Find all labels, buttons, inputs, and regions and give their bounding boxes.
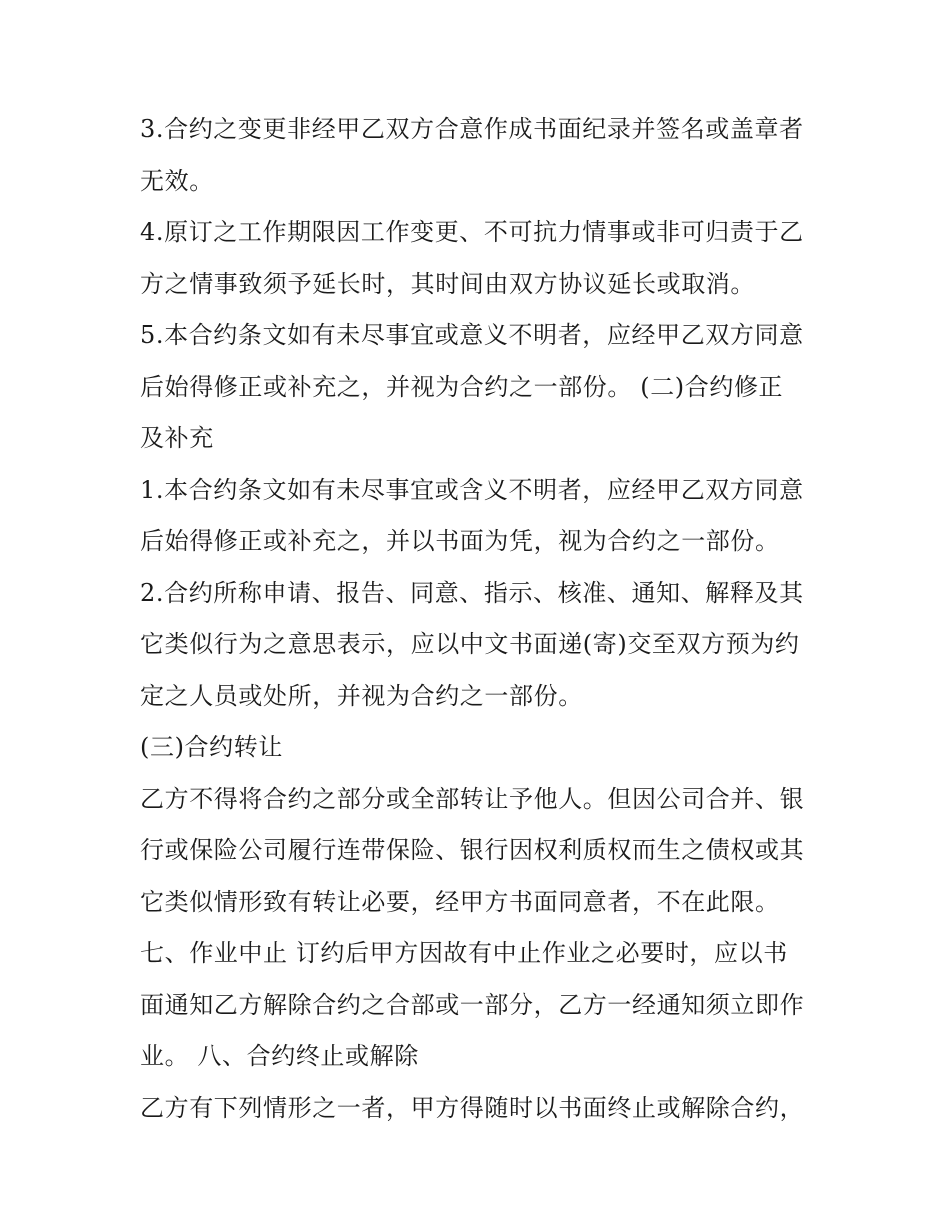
text-line: 它类似行为之意思表示，应以中文书面递(寄)交至双方预为约 [140, 630, 800, 658]
text-line: 七、作业中止 订约后甲方因故有中止作业之必要时，应以书 [140, 939, 788, 967]
text-line: 乙方有下列情形之一者，甲方得随时以书面终止或解除合约， [140, 1093, 805, 1122]
text-line: 1.本合约条文如有未尽事宜或含义不明者，应经甲乙双方同意 [140, 475, 804, 504]
text-line: 及补充 [140, 424, 214, 452]
text-line: 后始得修正或补充之，并视为合约之一部份。 (二)合约修正 [140, 372, 784, 401]
text-line: 定之人员或处所，并视为合约之一部份。 [140, 681, 583, 710]
text-line: 乙方不得将合约之部分或全部转让予他人。但因公司合并、银 [140, 784, 805, 813]
text-line: (三)合约转让 [140, 733, 283, 761]
text-line: 4.原订之工作期限因工作变更、不可抗力情事或非可归责于乙 [140, 218, 804, 246]
text-line: 3.合约之变更非经甲乙双方合意作成书面纪录并签名或盖章者 [140, 115, 804, 143]
text-line: 后始得修正或补充之，并以书面为凭，视为合约之一部份。 [140, 527, 780, 555]
text-line: 5.本合约条文如有未尽事宜或意义不明者，应经甲乙双方同意 [140, 321, 804, 349]
text-line: 行或保险公司履行连带保险、银行因权利质权而生之债权或其 [140, 836, 805, 864]
text-line: 无效。 [140, 166, 214, 195]
document-body [140, 104, 820, 1134]
text-line: 方之情事致须予延长时，其时间由双方协议延长或取消。 [140, 269, 755, 298]
text-line: 它类似情形致有转让必要，经甲方书面同意者，不在此限。 [140, 887, 780, 916]
text-line: 业。 八、合约终止或解除 [140, 1042, 419, 1070]
text-line: 2.合约所称申请、报告、同意、指示、核准、通知、解释及其 [140, 578, 804, 607]
text-line: 面通知乙方解除合约之合部或一部分，乙方一经通知须立即作 [140, 990, 805, 1019]
